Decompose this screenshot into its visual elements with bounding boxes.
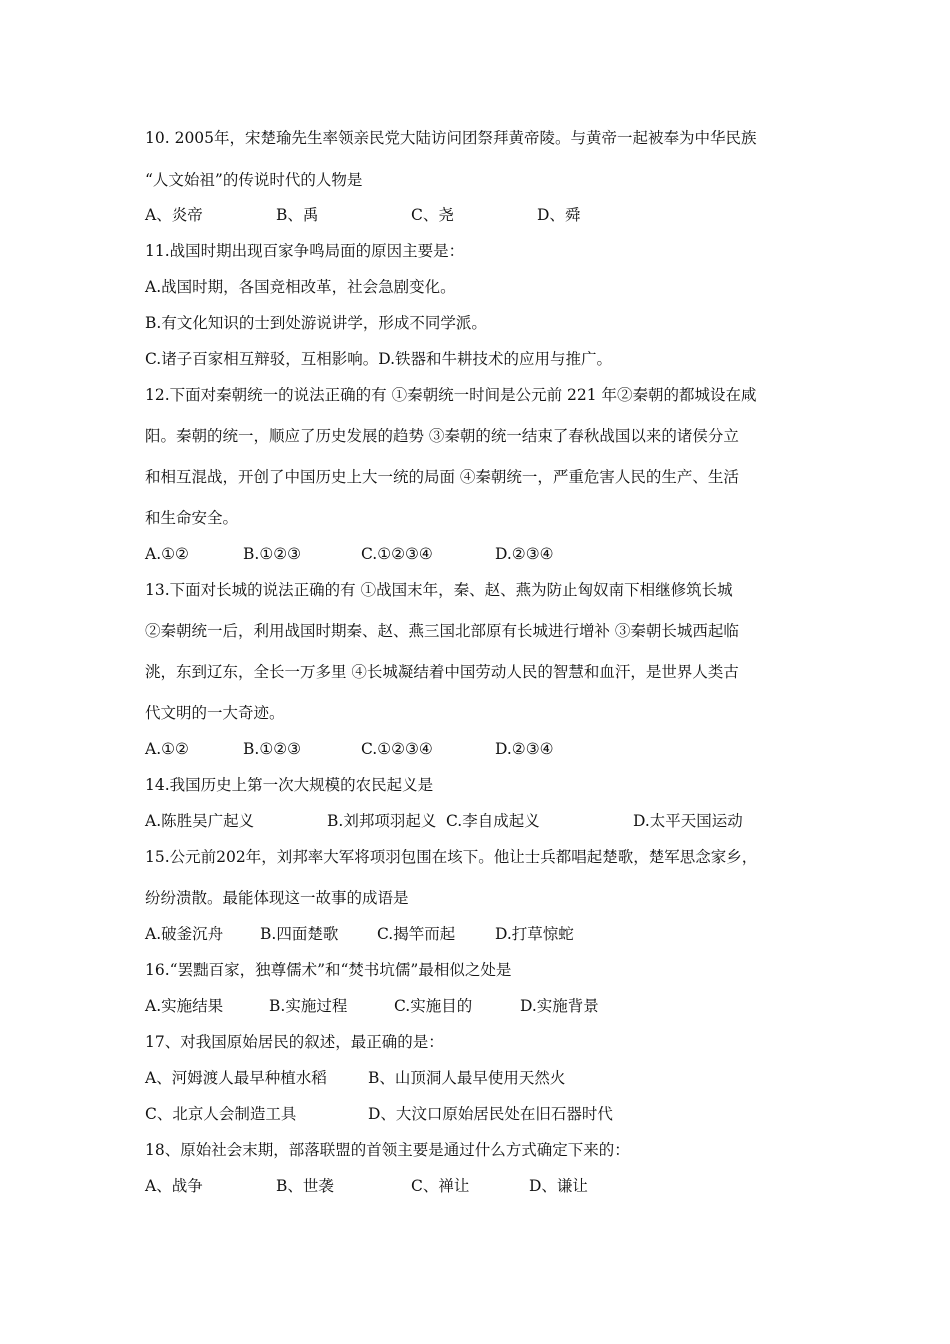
q15-option-c: C.揭竿而起 — [377, 925, 456, 943]
q18-option-a: A、战争 — [145, 1177, 203, 1195]
q18-option-d: D、谦让 — [529, 1177, 588, 1195]
q15-text-line2: 纷纷溃散。最能体现这一故事的成语是 — [145, 889, 409, 907]
q15-options — [145, 924, 845, 944]
q18-option-c: C、禅让 — [411, 1177, 470, 1195]
q14-option-c: C.李自成起义 — [446, 812, 540, 830]
q12-text-line3: 和相互混战，开创了中国历史上大一统的局面 ④秦朝统一，严重危害人民的生产、生活 — [145, 468, 739, 486]
q18-option-b: B、世袭 — [276, 1177, 334, 1195]
q17-option-c: C、北京人会制造工具 — [145, 1105, 297, 1123]
q12-option-a: A.①② — [145, 545, 189, 563]
q15-option-a: A.破釜沉舟 — [145, 925, 224, 943]
q13-text-line2: ②秦朝统一后，利用战国时期秦、赵、燕三国北部原有长城进行增补 ③秦朝长城西起临 — [145, 622, 739, 640]
q10-text-line1: 10. 2005年，宋楚瑜先生率领亲民党大陆访问团祭拜黄帝陵。与黄帝一起被奉为中华民族 — [145, 129, 757, 147]
q10-option-b: B、禹 — [276, 206, 319, 224]
q10-text-line2: “人文始祖”的传说时代的人物是 — [145, 171, 363, 189]
q16-option-b: B.实施过程 — [269, 997, 348, 1015]
q13-options — [145, 739, 845, 759]
q17-options-row1 — [145, 1068, 845, 1088]
q14-option-b: B.刘邦项羽起义 — [327, 812, 437, 830]
q11-option-b: B.有文化知识的士到处游说讲学，形成不同学派。 — [145, 314, 487, 332]
q16-text: 16.“罢黜百家，独尊儒术”和“焚书坑儒”最相似之处是 — [145, 961, 512, 979]
q16-options — [145, 996, 845, 1016]
q12-option-d: D.②③④ — [495, 545, 554, 563]
q12-text-line1: 12.下面对秦朝统一的说法正确的有 ①秦朝统一时间是公元前 221 年②秦朝的都城设在咸 — [145, 386, 757, 404]
q10-option-c: C、尧 — [411, 206, 454, 224]
q12-options — [145, 544, 845, 564]
q13-text-line1: 13.下面对长城的说法正确的有 ①战国末年，秦、赵、燕为防止匈奴南下相继修筑长城 — [145, 581, 733, 599]
q13-option-b: B.①②③ — [243, 740, 302, 758]
q16-option-c: C.实施目的 — [394, 997, 473, 1015]
q10-option-a: A、炎帝 — [145, 206, 203, 224]
q16-option-d: D.实施背景 — [520, 997, 599, 1015]
q17-option-d: D、大汶口原始居民处在旧石器时代 — [368, 1105, 613, 1123]
q12-option-c: C.①②③④ — [361, 545, 433, 563]
q17-option-a: A、河姆渡人最早种植水稻 — [145, 1069, 327, 1087]
q16-option-a: A.实施结果 — [145, 997, 224, 1015]
q17-options-row2 — [145, 1104, 845, 1124]
q18-text: 18、原始社会末期，部落联盟的首领主要是通过什么方式确定下来的： — [145, 1141, 630, 1159]
q13-text-line3: 洮，东到辽东，全长一万多里 ④长城凝结着中国劳动人民的智慧和血汗，是世界人类古 — [145, 663, 739, 681]
q13-option-d: D.②③④ — [495, 740, 554, 758]
q10-option-d: D、舜 — [537, 206, 581, 224]
q12-text-line2: 阳。秦朝的统一，顺应了历史发展的趋势 ③秦朝的统一结束了春秋战国以来的诸侯分立 — [145, 427, 739, 445]
q11-text: 11.战国时期出现百家争鸣局面的原因主要是： — [145, 242, 465, 260]
q15-option-d: D.打草惊蛇 — [495, 925, 574, 943]
q17-option-b: B、山顶洞人最早使用天然火 — [368, 1069, 566, 1087]
q17-text: 17、对我国原始居民的叙述，最正确的是： — [145, 1033, 444, 1051]
q13-option-a: A.①② — [145, 740, 189, 758]
q12-option-b: B.①②③ — [243, 545, 302, 563]
q13-text-line4: 代文明的一大奇迹。 — [145, 704, 285, 722]
q10-options — [145, 205, 845, 225]
q11-option-c-d: C.诸子百家相互辩驳，互相影响。D.铁器和牛耕技术的应用与推广。 — [145, 350, 613, 368]
q14-option-d: D.太平天国运动 — [633, 812, 743, 830]
q15-text-line1: 15.公元前202年，刘邦率大军将项羽包围在垓下。他让士兵都唱起楚歌，楚军思念家乡， — [145, 848, 758, 866]
q14-text: 14.我国历史上第一次大规模的农民起义是 — [145, 776, 434, 794]
q11-option-a: A.战国时期，各国竞相改革，社会急剧变化。 — [145, 278, 456, 296]
q14-options — [145, 811, 845, 831]
q12-text-line4: 和生命安全。 — [145, 509, 239, 527]
q13-option-c: C.①②③④ — [361, 740, 433, 758]
q18-options — [145, 1176, 845, 1196]
q14-option-a: A.陈胜吴广起义 — [145, 812, 255, 830]
q15-option-b: B.四面楚歌 — [260, 925, 339, 943]
